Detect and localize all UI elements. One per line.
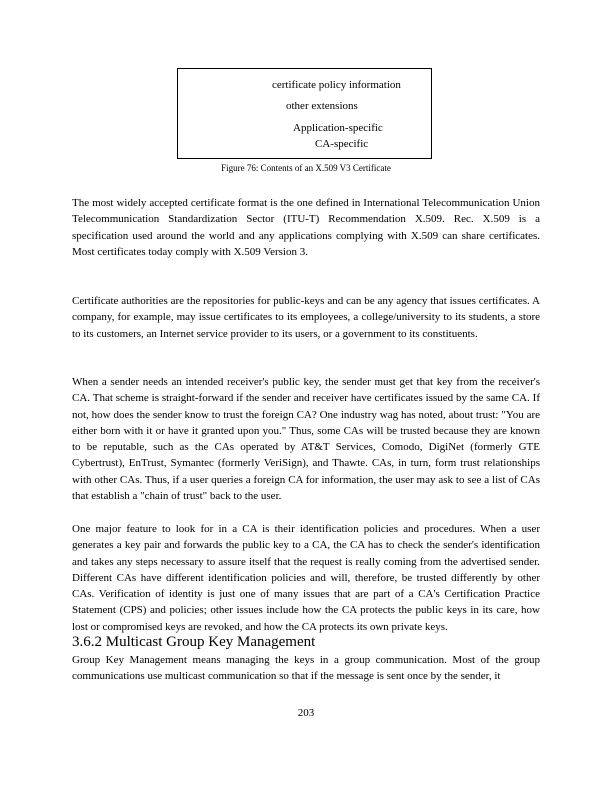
figure-caption: Figure 76: Contents of an X.509 V3 Certificate <box>221 163 391 173</box>
paragraph-certificate-authorities: Certificate authorities are the repositories for public-keys and can be any agency that issues certificates. A company, for example, may issue certificates to its employees, a college/university to its students, a store to its customers, an Internet service provider to its users, or a government to its constituents. <box>72 295 540 340</box>
figure-line-policy-info: certificate policy information <box>272 79 401 91</box>
section-heading: 3.6.2 Multicast Group Key Management <box>72 634 316 650</box>
page-number: 203 <box>297 707 315 719</box>
paragraph-x509-format: The most widely accepted certificate format is the one defined in International Telecommunication Union Telecommunication Standardization Sector (ITU-T) Recommendation X.509. Rec. X.509 is a specification used around the world and any applications complying with X.509 can share certificates. Most certificates today comply with X.509 Version 3. <box>72 197 540 258</box>
paragraph-group-key-management: Group Key Management means managing the keys in a group communication. Most of the group communications use multicast communication so that if the message is sent once by the sender, it <box>72 654 540 683</box>
figure-line-ca-specific: CA-specific <box>315 138 369 150</box>
figure-line-application-specific: Application-specific <box>293 122 383 134</box>
paragraph-receiver-public-key: When a sender needs an intended receiver's public key, the sender must get that key from the receiver's CA. That scheme is straight-forward if the sender and receiver have certificates issued by the same CA. If not, how does the sender know to trust the foreign CA? One industry wag has noted, about trust: "You are either born with it or have it granted upon you." Thus, some CAs will be trusted because they are known to be reputable, such as the CAs operated by AT&T Services, Comodo, DigiNet (formerly GTE Cybertrust), EnTrust, Symantec (formerly VeriSign), and Thawte. CAs, in turn, form trust relationships with other CAs. Thus, if a user queries a foreign CA for information, the user may ask to see a list of CAs that establish a "chain of trust" back to the user. <box>72 376 540 503</box>
figure-line-other-extensions: other extensions <box>286 100 358 112</box>
paragraph-identification-policies: One major feature to look for in a CA is their identification policies and procedures. When a user generates a key pair and forwards the public key to a CA, the CA has to check the sender's identification and takes any steps necessary to assure itself that the request is really coming from the advertised sender. Different CAs have different identification policies and will, therefore, be trusted differently by other CAs. Verification of identity is just one of many issues that are part of a CA's Certification Practice Statement (CPS) and policies; other issues include how the CA protects the public keys in its care, how lost or compromised keys are revoked, and how the CA protects its own private keys. <box>72 523 540 633</box>
figure-box <box>177 68 432 159</box>
